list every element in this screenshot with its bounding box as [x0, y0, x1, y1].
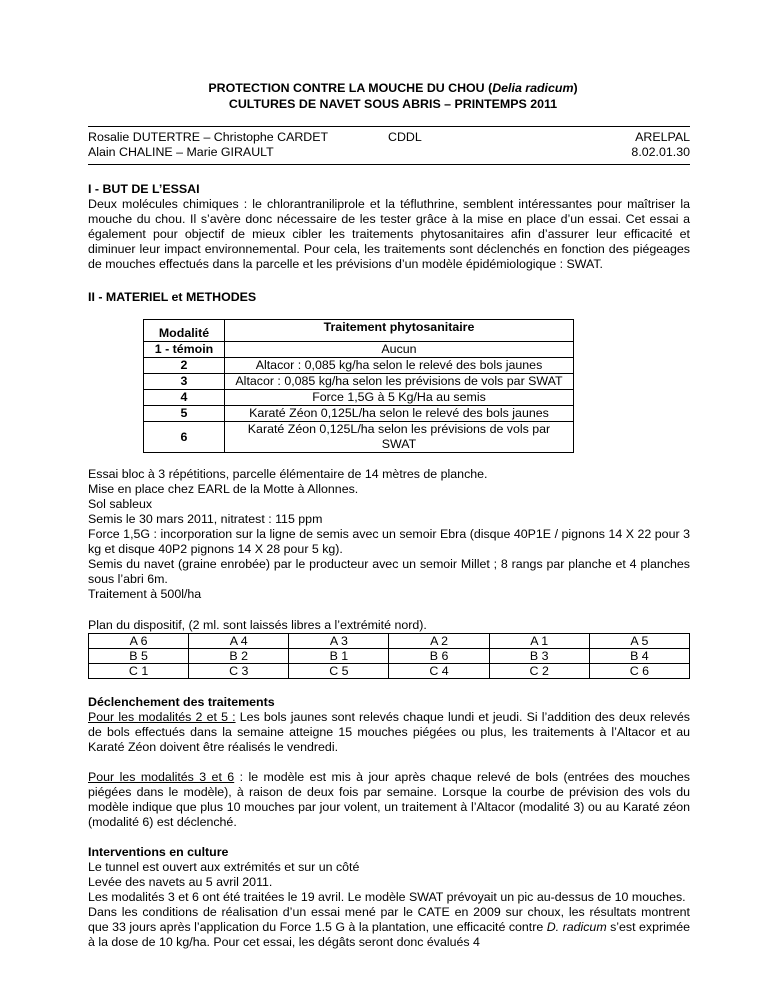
table-row: B 5 B 2 B 1 B 6 B 3 B 4	[89, 649, 690, 664]
paragraph-modalites-2-5: Pour les modalités 2 et 5 : Les bols jaunes sont relevés chaque lundi et jeudi. Si l’addition des deux relevés de bols effectués dans la semaine atteigne 15 mouches piégées ou plus, les traitements à l’Altacor et au Karaté Zéon doivent être réalisés le vendredi.	[88, 710, 690, 754]
title-line-2: CULTURES DE NAVET SOUS ABRIS – PRINTEMPS 2011	[228, 97, 558, 111]
table-row: 2 Altacor : 0,085 kg/ha selon le relevé des bols jaunes	[144, 358, 574, 374]
heading-declenchement: Déclenchement des traitements	[88, 695, 275, 709]
authors-line-2: Alain CHALINE – Marie GIRAULT	[88, 145, 274, 159]
partner: ARELPAL	[635, 130, 690, 144]
table-row: 6 Karaté Zéon 0,125L/ha selon les prévisions de vols par SWAT	[144, 422, 574, 453]
plan-caption: Plan du dispositif, (2 ml. sont laissés libres a l’extrémité nord).	[88, 618, 427, 632]
plan-table	[88, 633, 690, 679]
heading-interventions: Interventions en culture	[88, 845, 229, 859]
title-line-1: PROTECTION CONTRE LA MOUCHE DU CHOU (Delia radicum)	[208, 81, 578, 95]
paragraph-cate: Dans les conditions de réalisation d’un essai mené par le CATE en 2009 sur choux, les résultats montrent que 33 jours après l’application du Force 1.5 G à la plantation, une efficacité contre D. radicum s’est exprimée à la dose de 10 kg/ha. Pour cet essai, les dégâts seront donc évalués 4	[88, 905, 690, 949]
authors-block	[88, 126, 690, 162]
paragraph-modalites-3-6: Pour les modalités 3 et 6 : le modèle est mis à jour après chaque relevé de bols (entrées des mouches piégées dans le modèle), à raison de deux fois par semaine. Lorsque la courbe de prévision des vols du modèle indique que plus 10 mouches par jour volent, un traitement à l’Altacor (modalité 3) ou au Karaté zéon (modalité 6) est déclenché.	[88, 770, 691, 829]
organisation: CDDL	[388, 130, 422, 144]
reference-code: 8.02.01.30	[631, 145, 690, 159]
section-heading-materiel: II - MATERIEL et METHODES	[88, 290, 257, 304]
table-header-row	[144, 320, 574, 342]
document-title	[96, 80, 690, 112]
col-header-traitement: Traitement phytosanitaire	[225, 320, 574, 342]
col-header-modalite: Modalité	[144, 320, 225, 342]
table-row: C 1 C 3 C 5 C 4 C 2 C 6	[89, 664, 690, 679]
table-row: 4 Force 1,5G à 5 Kg/Ha au semis	[144, 390, 574, 406]
section-text-but: Deux molécules chimiques : le chlorantraniliprole et la téfluthrine, semblent intéressantes pour maîtriser la mouche du chou. Il s’avère donc nécessaire de les tester grâce à la mise en place d’un essai. Cet essai a également pour objectif de mieux cibler les traitements phytosanitaires afin d’assurer leur efficacité et diminuer leur impact environnemental. Pour cela, les traitements sont déclenchés en fonction des piégeages de mouches effectués dans la parcelle et les prévisions d’un modèle épidémiologique : SWAT.	[88, 197, 690, 271]
section-heading-but: I - BUT DE L’ESSAI	[88, 182, 200, 196]
table-row: 1 - témoin Aucun	[144, 342, 574, 358]
divider	[88, 164, 690, 165]
document-page: PROTECTION CONTRE LA MOUCHE DU CHOU (Delia radicum) CULTURES DE NAVET SOUS ABRIS – PRINTEMPS 2011 Rosalie DUTERTRE – Christophe CARDET Alain CHALINE – Marie GIRAULT CDDL ARELPAL 8.02.01.30 I - BUT DE L’ESSAI Deux molécules chimiques : le chlorantraniliprole et la téfluthrine, semblent intéressantes pour maîtriser la mouche du chou. Il s’avère donc nécessaire de les tester grâce à la mise en place d’un essai. Cet essai a également pour objectif de mieux cibler les traitements phytosanitaires afin d’assurer leur efficacité et diminuer leur impact environnemental. Pour cela, les traitements sont déclenchés en fonction des piégeages de mouches effectués dans la parcelle et les prévisions d’un modèle épidémiologique : SWAT. II - MATERIEL et METHODES Modalité Traitement phytosanitaire 1 - témoin Aucun 2 Altacor : 0,085 kg/ha selon le relevé des bols jaunes 3 Altacor : 0,085 kg/ha selon les prévisions de vols par SWAT 4 Force 1,5G à 5 Kg/Ha au semis 5 Karaté Zéon 0,125L/ha selon le relevé des bols jaunes 6 Karaté Zéon 0,125L/ha selon les prévisions de vols par SWAT Essai bloc à 3 répétitions, parcelle élémentaire de 14 mètres de planche. Mise en place chez EARL de la Motte à Allonnes. Sol sableux Semis le 30 mars 2011, nitratest : 115 ppm Force 1,5G : incorporation sur la ligne de semis avec un semoir Ebra (disque 40P1E / pignons 14 X 22 pour 3 kg et disque 40P2 pignons 14 X 28 pour 5 kg). Semis du navet (graine enrobée) par le producteur avec un semoir Millet ; 8 rangs par planche et 4 planches sous l’abri 6m. Traitement à 500l/ha Plan du dispositif, (2 ml. sont laissés libres a l’extrémité nord). A 6 A 4 A 3 A 2 A 1 A 5 B 5 B 2 B 1 B 6 B 3 B 4 C 1 C 3 C 5 C 4 C 2 C 6 Déclenchement des traitements Pour les modalités 2 et 5 : Les bols jaunes sont relevés chaque lundi et jeudi. Si l’addition des deux relevés de bols effectués dans la semaine atteigne 15 mouches piégées ou plus, les traitements à l’Altacor et au Karaté Zéon doivent être réalisés le vendredi. Pour les modalités 3 et 6 : le modèle est mis à jour après chaque relevé de bols (entrées des mouches piégées dans le modèle), à raison de deux fois par semaine. Lorsque la courbe de prévision des vols du modèle indique que plus 10 mouches par jour volent, un traitement à l’Altacor (modalité 3) ou au Karaté zéon (modalité 6) est déclenché. Interventions en culture Le tunnel est ouvert aux extrémités et sur un côté Levée des navets au 5 avril 2011. Les modalités 3 et 6 ont été traitées le 19 avril. Le modèle SWAT prévoyait un pic au-dessus de 10 mouches. Dans les conditions de réalisation d’un essai mené par le CATE en 2009 sur choux, les résultats montrent que 33 jours après l’application du Force 1.5 G à la plantation, une efficacité contre D. radicum s’est exprimée à la dose de 10 kg/ha. Pour cet essai, les dégâts seront donc évalués 4	[88, 81, 691, 949]
authors-line-1: Rosalie DUTERTRE – Christophe CARDET	[88, 130, 329, 144]
table-row: A 6 A 4 A 3 A 2 A 1 A 5	[89, 634, 690, 649]
treatment-table	[143, 319, 574, 453]
table-row: 5 Karaté Zéon 0,125L/ha selon le relevé des bols jaunes	[144, 406, 574, 422]
methods-text: Essai bloc à 3 répétitions, parcelle élémentaire de 14 mètres de planche. Mise en place chez EARL de la Motte à Allonnes. Sol sableux Semis le 30 mars 2011, nitratest : 115 ppm Force 1,5G : incorporation sur la ligne de semis avec un semoir Ebra (disque 40P1E / pignons 14 X 22 pour 3 kg et disque 40P2 pignons 14 X 28 pour 5 kg). Semis du navet (graine enrobée) par le producteur avec un semoir Millet ; 8 rangs par planche et 4 planches sous l’abri 6m. Traitement à 500l/ha	[88, 467, 690, 601]
table-row: 3 Altacor : 0,085 kg/ha selon les prévisions de vols par SWAT	[144, 374, 574, 390]
